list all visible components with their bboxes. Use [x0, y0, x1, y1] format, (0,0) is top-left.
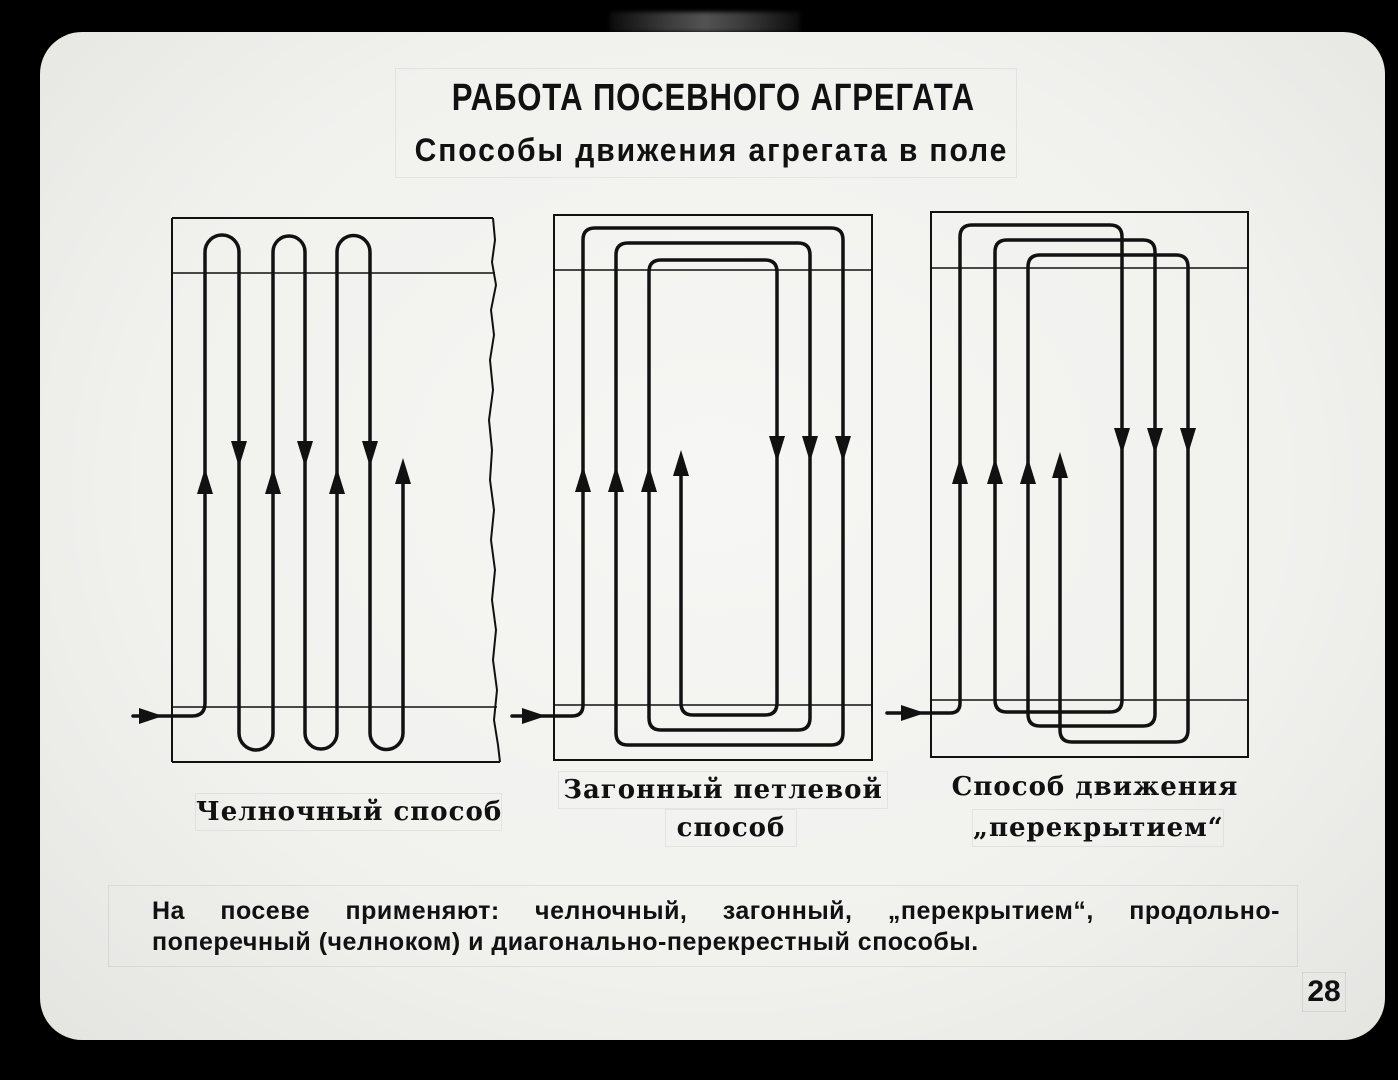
diagram-label-overlap-line1: Способ движения	[951, 772, 1239, 802]
page-number: 28	[1302, 972, 1346, 1012]
film-edge	[610, 12, 800, 32]
diagram-label-shuttle: Челночный способ	[195, 793, 502, 831]
page-subtitle: Способы движения агрегата в поле	[414, 132, 1009, 168]
diagram-label-overlap-line2: „перекрытием“	[972, 809, 1224, 847]
footer-text-line1: На посеве применяют: челночный, загонный, „перекрытием“, продольно-	[152, 897, 1280, 925]
title-block	[395, 68, 1017, 178]
diagram-label-looped-line2: способ	[665, 809, 797, 847]
footer-text-line2: поперечный (челноком) и диагонально-перекрестный способы.	[152, 928, 979, 956]
page-title: РАБОТА ПОСЕВНОГО АГРЕГАТА	[451, 77, 975, 119]
diagram-label-looped-line1: Загонный петлевой	[558, 771, 888, 809]
